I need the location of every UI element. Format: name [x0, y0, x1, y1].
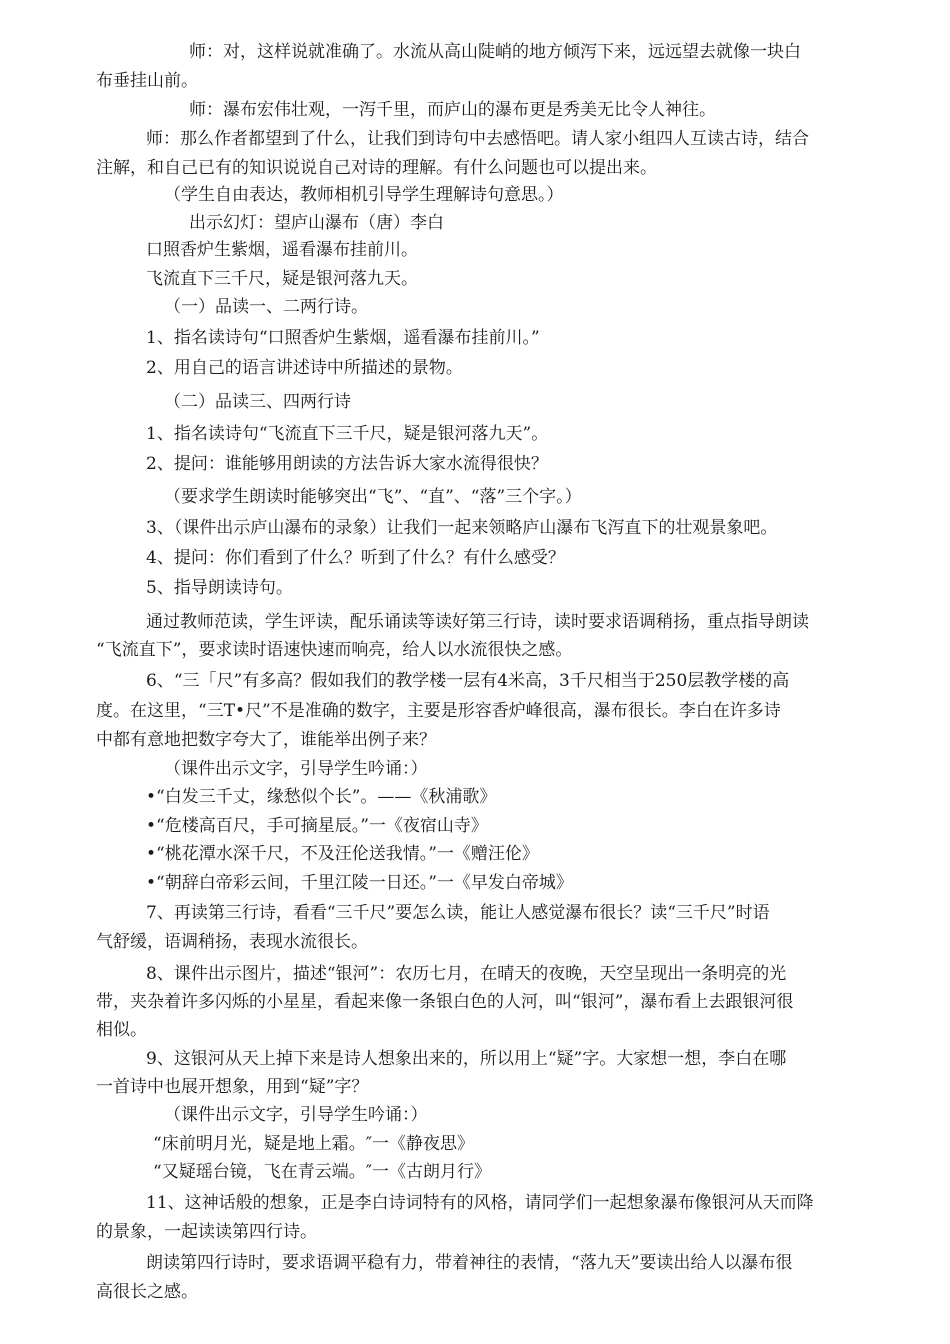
bullet-item: •“桃花潭水深千尺，不及汪伦送我情。”一《赠汪伦》 — [146, 844, 539, 864]
text-line: 口照香炉生紫烟，遥看瀑布挂前川。 — [146, 240, 418, 260]
text-line: （学生自由表达，教师相机引导学生理解诗句意思。） — [164, 185, 564, 205]
text-line: 度。在这里，“三T•尺”不是准确的数字，主要是形容香炉峰很高，瀑布很长。李白在许多诗 — [96, 701, 781, 721]
text-line: 6、“三「尺”有多高？假如我们的教学楼一层有4米高，3千尺相当于250层教学楼的高 — [146, 671, 790, 691]
text-line: 师：那么作者都望到了什么，让我们到诗句中去感悟吧。请人家小组四人互读古诗，结合 — [146, 129, 809, 149]
text-line: “飞流直下”，要求读时语速快速而响亮，给人以水流很快之感。 — [96, 640, 573, 660]
quote-line: “又疑瑶台镜，飞在青云端。″一《古朗月行》 — [153, 1162, 492, 1182]
bullet-item: •“朝辞白帝彩云间，千里江陵一日还。”一《早发白帝城》 — [146, 873, 573, 893]
bullet-item: •“白发三千丈，缘愁似个长”。——《秋浦歌》 — [146, 787, 497, 807]
text-line: 2、用自己的语言讲述诗中所描述的景物。 — [146, 358, 463, 378]
text-line: 一首诗中也展开想象，用到“疑”字？ — [96, 1077, 369, 1097]
text-line: 师：对，这样说就准确了。水流从高山陡峭的地方倾泻下来，远远望去就像一块白 — [189, 42, 801, 62]
text-line: 中都有意地把数字夸大了，谁能举出例子来？ — [96, 730, 436, 750]
text-line: （一）品读一、二两行诗。 — [164, 297, 368, 317]
text-line: 气舒缓，语调稍扬，表现水流很长。 — [96, 932, 368, 952]
text-line: 带，夹杂着许多闪烁的小星星，看起来像一条银白色的人河，叫“银河”，瀑布看上去跟银河很 — [96, 992, 794, 1012]
text-line: 5、指导朗读诗句。 — [146, 578, 293, 598]
text-line: 的景象，一起读读第四行诗。 — [96, 1222, 317, 1242]
text-line: 1、指名读诗句“飞流直下三千尺，疑是银河落九天”。 — [146, 424, 549, 444]
text-line: 3、（课件出示庐山瀑布的录象）让我们一起来领略庐山瀑布飞泻直下的壮观景象吧。 — [146, 518, 778, 538]
text-line: （二）品读三、四两行诗 — [164, 392, 351, 412]
text-line: 2、提问：谁能够用朗读的方法告诉大家水流得很快？ — [146, 454, 548, 474]
text-line: 布垂挂山前。 — [96, 71, 198, 91]
text-line: （课件出示文字，引导学生吟诵：） — [164, 1105, 428, 1125]
text-line: 飞流直下三千尺，疑是银河落九天。 — [146, 269, 418, 289]
text-line: 师：瀑布宏伟壮观，一泻千里，而庐山的瀑布更是秀美无比令人神往。 — [189, 100, 716, 120]
quote-line: “床前明月光，疑是地上霜。″一《静夜思》 — [153, 1134, 475, 1154]
text-line: （课件出示文字，引导学生吟诵：） — [164, 759, 428, 779]
text-line: 通过教师范读，学生评读，配乐诵读等读好第三行诗，读时要求语调稍扬，重点指导朗读 — [146, 612, 809, 632]
text-line: 9、这银河从天上掉下来是诗人想象出来的，所以用上“疑”字。大家想一想，李白在哪 — [146, 1049, 787, 1069]
text-line: 相似。 — [96, 1020, 147, 1040]
text-line: 出示幻灯：望庐山瀑布（唐）李白 — [189, 213, 444, 233]
text-line: 4、提问：你们看到了什么？听到了什么？有什么感受？ — [146, 548, 565, 568]
text-line: （要求学生朗读时能够突出“飞”、“直”、“落”三个字。） — [164, 487, 582, 507]
text-line: 7、再读第三行诗，看看“三千尺”要怎么读，能让人感觉瀑布很长？读“三千尺”时语 — [146, 903, 770, 923]
text-line: 11、这神话般的想象，正是李白诗词特有的风格，请同学们一起想象瀑布像银河从天而降 — [146, 1193, 814, 1213]
bullet-item: •“危楼高百尺，手可摘星辰。”一《夜宿山寺》 — [146, 816, 488, 836]
text-line: 1、指名读诗句“口照香炉生紫烟，遥看瀑布挂前川。” — [146, 328, 540, 348]
text-line: 高很长之感。 — [96, 1282, 198, 1302]
text-line: 8、课件出示图片，描述“银河”：农历七月，在晴天的夜晚，天空呈现出一条明亮的光 — [146, 964, 787, 984]
text-line: 注解，和自己已有的知识说说自己对诗的理解。有什么问题也可以提出来。 — [96, 158, 657, 178]
text-line: 朗读第四行诗时，要求语调平稳有力，带着神往的表情，“落九天”要读出给人以瀑布很 — [146, 1253, 793, 1273]
